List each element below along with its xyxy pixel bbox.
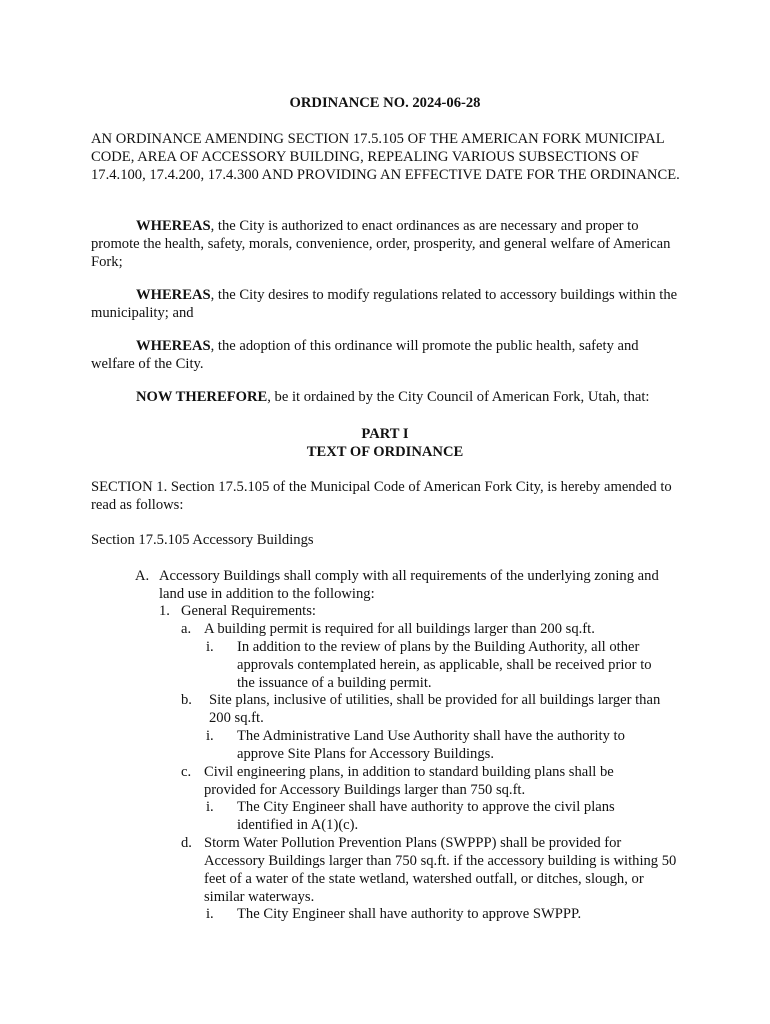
list-item-d <box>181 834 681 906</box>
list-item-1 <box>159 602 679 620</box>
whereas-lead: WHEREAS <box>136 338 211 354</box>
part-number: PART I <box>361 426 409 442</box>
list-marker: i. <box>206 799 214 815</box>
now-therefore-text: , be it ordained by the City Council of American Fork, Utah, that: <box>267 389 650 405</box>
list-item-text: The City Engineer shall have authority to approve the civil plans identified in A(1)(c). <box>237 799 615 833</box>
list-item-text: The Administrative Land Use Authority shall have the authority to approve Site Plans for Accessory Buildings. <box>237 728 625 762</box>
list-marker: i. <box>206 906 214 922</box>
list-marker: 1. <box>159 603 170 619</box>
list-item-c-i <box>206 798 652 834</box>
list-marker: A. <box>135 568 150 584</box>
list-marker: c. <box>181 764 192 780</box>
ordinance-intro: AN ORDINANCE AMENDING SECTION 17.5.105 OF THE AMERICAN FORK MUNICIPAL CODE, AREA OF ACCESSORY BUILDING, REPEALING VARIOUS SUBSECTIONS OF 17.4.100, 17.4.200, 17.4.300 AND PROVIDING AN EFFECTIVE DATE FOR THE ORDINANCE. <box>91 131 680 183</box>
list-item-b <box>181 691 681 727</box>
whereas-text: , the City is authorized to enact ordinances as are necessary and proper to promote the health, safety, morals, convenience, order, prosperity, and general welfare of American Fork; <box>91 218 671 270</box>
whereas-paragraph-1 <box>91 217 683 271</box>
list-item-c <box>181 763 651 799</box>
list-marker: i. <box>206 639 214 655</box>
list-marker: b. <box>181 692 192 708</box>
now-therefore-lead: NOW THEREFORE <box>136 389 268 405</box>
whereas-lead: WHEREAS <box>136 287 211 303</box>
part-title: TEXT OF ORDINANCE <box>306 444 464 460</box>
list-marker: d. <box>181 835 192 851</box>
list-item-text: In addition to the review of plans by the Building Authority, all other approvals contemplated herein, as applicable, shall be received prior to the issuance of a building permit. <box>237 639 652 691</box>
now-therefore-paragraph <box>91 388 683 406</box>
list-item-text: Civil engineering plans, in addition to standard building plans shall be provided for Accessory Buildings larger than 750 sq.ft. <box>204 764 614 798</box>
list-item-text: Accessory Buildings shall comply with all requirements of the underlying zoning and land use in addition to the following: <box>159 568 659 602</box>
whereas-text: , the adoption of this ordinance will promote the public health, safety and welfare of the City. <box>91 338 639 372</box>
ordinance-title: ORDINANCE NO. 2024-06-28 <box>289 95 481 111</box>
list-marker: a. <box>181 621 192 637</box>
list-item-text: Site plans, inclusive of utilities, shall be provided for all buildings larger than 200 sq.ft. <box>209 692 661 726</box>
list-item-text: The City Engineer shall have authority to approve SWPPP. <box>237 906 582 922</box>
list-item-b-i <box>206 727 652 763</box>
section-1-paragraph: SECTION 1. Section 17.5.105 of the Municipal Code of American Fork City, is hereby amended to read as follows: <box>91 479 672 513</box>
whereas-paragraph-3 <box>91 337 683 373</box>
list-item-a-i <box>206 638 672 692</box>
list-item-text: General Requirements: <box>181 603 316 619</box>
whereas-text: , the City desires to modify regulations related to accessory buildings within the municipality; and <box>91 287 678 321</box>
part-heading <box>0 425 770 461</box>
list-item-text: Storm Water Pollution Prevention Plans (SWPPP) shall be provided for Accessory Buildings larger than 750 sq.ft. if the accessory building is withing 50 feet of a water of the state wetland, watershed outfall, or ditches, slough, or similar waterways. <box>204 835 677 905</box>
whereas-lead: WHEREAS <box>136 218 211 234</box>
whereas-paragraph-2 <box>91 286 683 322</box>
list-marker: i. <box>206 728 214 744</box>
list-item-A <box>135 567 685 603</box>
list-item-text: A building permit is required for all buildings larger than 200 sq.ft. <box>204 621 595 637</box>
list-item-a <box>181 620 681 638</box>
section-title: Section 17.5.105 Accessory Buildings <box>91 532 314 548</box>
list-item-d-i <box>206 905 672 923</box>
